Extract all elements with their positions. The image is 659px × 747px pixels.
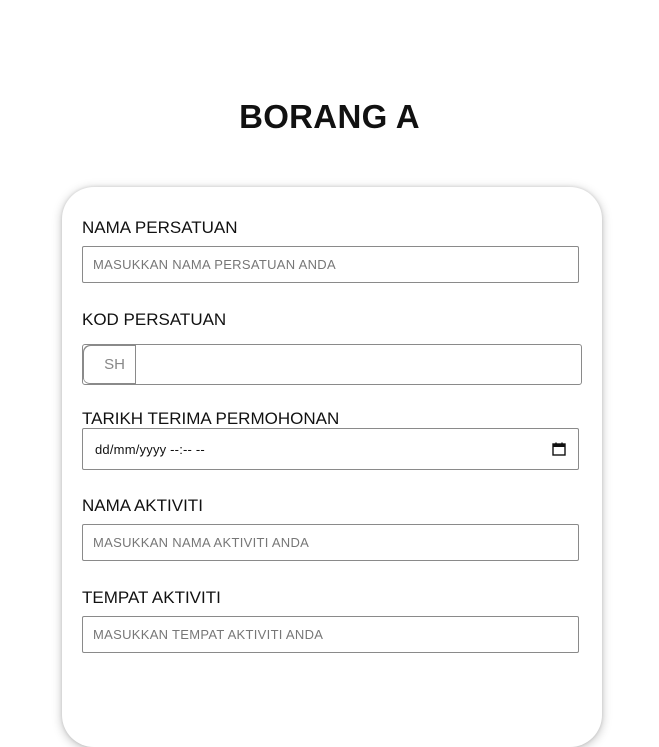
kod-persatuan-input[interactable]	[136, 345, 581, 384]
nama-persatuan-input[interactable]	[82, 246, 579, 283]
tarikh-terima-label: TARIKH TERIMA PERMOHONAN	[82, 409, 340, 428]
tempat-aktiviti-input[interactable]	[82, 616, 579, 653]
kod-persatuan-group	[82, 344, 582, 385]
kod-persatuan-prefix: SH	[83, 345, 136, 384]
page-title: BORANG A	[239, 98, 420, 135]
calendar-icon[interactable]	[552, 442, 566, 456]
tarikh-terima-display: dd/mm/yyyy --:-- --	[95, 441, 205, 457]
nama-aktiviti-input[interactable]	[82, 524, 579, 561]
kod-persatuan-label: KOD PERSATUAN	[82, 310, 227, 329]
form-card	[62, 187, 602, 747]
nama-aktiviti-label: NAMA AKTIVITI	[82, 496, 203, 515]
tarikh-terima-input[interactable]	[82, 428, 579, 470]
nama-persatuan-label: NAMA PERSATUAN	[82, 218, 238, 237]
tempat-aktiviti-label: TEMPAT AKTIVITI	[82, 588, 221, 607]
